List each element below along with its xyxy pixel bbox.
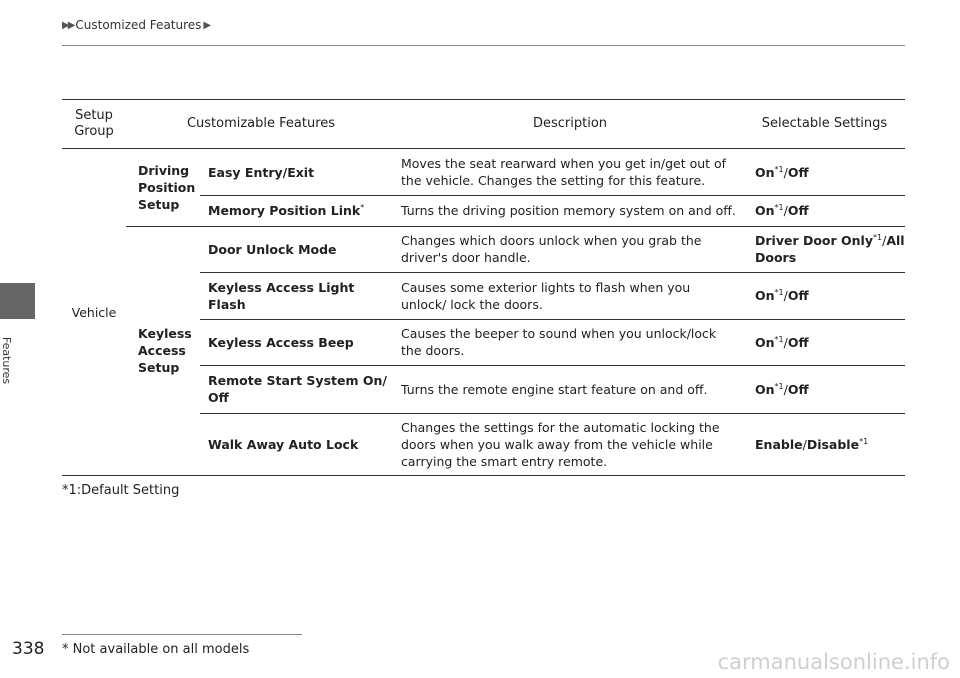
header-selectable-settings: Selectable Settings	[761, 116, 888, 131]
setting-option: Driver Door Only	[755, 233, 873, 248]
setting-separator: /	[783, 288, 788, 303]
setting-option: Off	[787, 288, 809, 303]
setting-option: Disable	[806, 436, 860, 452]
footnote-divider	[62, 634, 302, 635]
breadcrumb	[62, 18, 211, 32]
default-setting-note: *1:Default Setting	[62, 483, 180, 498]
feature-description: Causes some exterior lights to flash when you unlock/ lock the doors.	[401, 279, 691, 312]
breadcrumb-section[interactable]: Customized Features	[75, 18, 202, 32]
feature-label: Remote Start System On/ Off	[208, 373, 387, 405]
feature-name	[208, 226, 390, 272]
watermark: carmanualsonline.info	[717, 650, 950, 674]
feature-label: Keyless Access Light Flash	[208, 279, 355, 312]
feature-label: Easy Entry/Exit	[208, 164, 315, 180]
feature-name	[208, 272, 390, 319]
section-tab	[0, 283, 35, 319]
feature-name	[208, 319, 390, 365]
feature-description: Changes which doors unlock when you grab the driver's door handle.	[401, 233, 702, 265]
setting-option: On	[755, 381, 775, 397]
subgroup-driving-position: Driving Position Setup	[138, 163, 196, 212]
selectable-settings	[755, 413, 905, 475]
setting-option: Off	[787, 381, 809, 397]
setting-footnote-mark: *1	[774, 287, 784, 297]
table-body	[62, 149, 905, 476]
feature-description: Causes the beeper to sound when you unlock/lock the doors.	[401, 326, 717, 358]
setting-footnote-mark: *1	[774, 202, 784, 212]
setting-option: On	[755, 164, 775, 180]
selectable-settings	[755, 365, 905, 413]
setting-option: All Doors	[755, 233, 905, 265]
setting-separator: /	[783, 203, 788, 218]
feature-label: Keyless Access Beep	[208, 334, 354, 350]
feature-description: Moves the seat rearward when you get in/get out of the vehicle. Changes the setting for this feature.	[401, 156, 727, 188]
feature-name	[208, 365, 390, 413]
setting-footnote-mark: *1	[774, 381, 784, 391]
feature-label: Walk Away Auto Lock	[208, 436, 359, 452]
setting-option: On	[755, 334, 775, 350]
setting-option: Off	[787, 334, 809, 350]
table-header	[62, 99, 905, 149]
feature-name	[208, 195, 390, 226]
feature-label: Memory Position Link	[208, 203, 361, 218]
feature-name	[208, 149, 390, 195]
selectable-settings	[755, 195, 905, 226]
setting-separator: /	[882, 233, 887, 248]
header-setup-group: Setup Group	[74, 108, 114, 139]
feature-label: Door Unlock Mode	[208, 241, 337, 257]
group-vehicle: Vehicle	[71, 304, 117, 320]
setting-option: Off	[787, 164, 809, 180]
setting-separator: /	[802, 436, 807, 452]
setting-separator: /	[783, 164, 788, 180]
feature-footnote-mark: *	[360, 202, 365, 212]
subgroup-keyless-access: Keyless Access Setup	[138, 326, 192, 375]
footnote: * Not available on all models	[62, 642, 250, 657]
feature-description: Turns the remote engine start feature on and off.	[401, 381, 708, 397]
setting-footnote-mark: *1	[873, 232, 883, 242]
customized-features-table	[62, 99, 905, 476]
header-description: Description	[532, 116, 608, 131]
feature-name	[208, 413, 390, 475]
setting-footnote-mark: *1	[774, 334, 784, 344]
setting-separator: /	[783, 334, 788, 350]
breadcrumb-arrows-icon: ▶▶	[62, 19, 74, 31]
breadcrumb-arrow-icon: ▶	[203, 19, 212, 31]
setting-option: Off	[787, 203, 809, 218]
selectable-settings	[755, 319, 905, 365]
setting-option: On	[755, 203, 775, 218]
selectable-settings	[755, 226, 905, 272]
feature-description: Changes the settings for the automatic locking the doors when you walk away from the vehicle while carrying the smart entry remote.	[401, 419, 720, 469]
header-divider	[62, 45, 905, 46]
setting-separator: /	[783, 381, 788, 397]
page-number: 338	[12, 639, 45, 659]
feature-description: Turns the driving position memory system on and off.	[401, 203, 736, 218]
setting-footnote-mark: *1	[859, 436, 869, 446]
selectable-settings	[755, 272, 905, 319]
section-label: Features	[0, 336, 14, 384]
selectable-settings	[755, 149, 905, 195]
setting-option: Enable	[755, 436, 803, 452]
setting-option: On	[755, 288, 775, 303]
setting-footnote-mark: *1	[774, 164, 784, 174]
header-customizable-features: Customizable Features	[186, 116, 336, 131]
